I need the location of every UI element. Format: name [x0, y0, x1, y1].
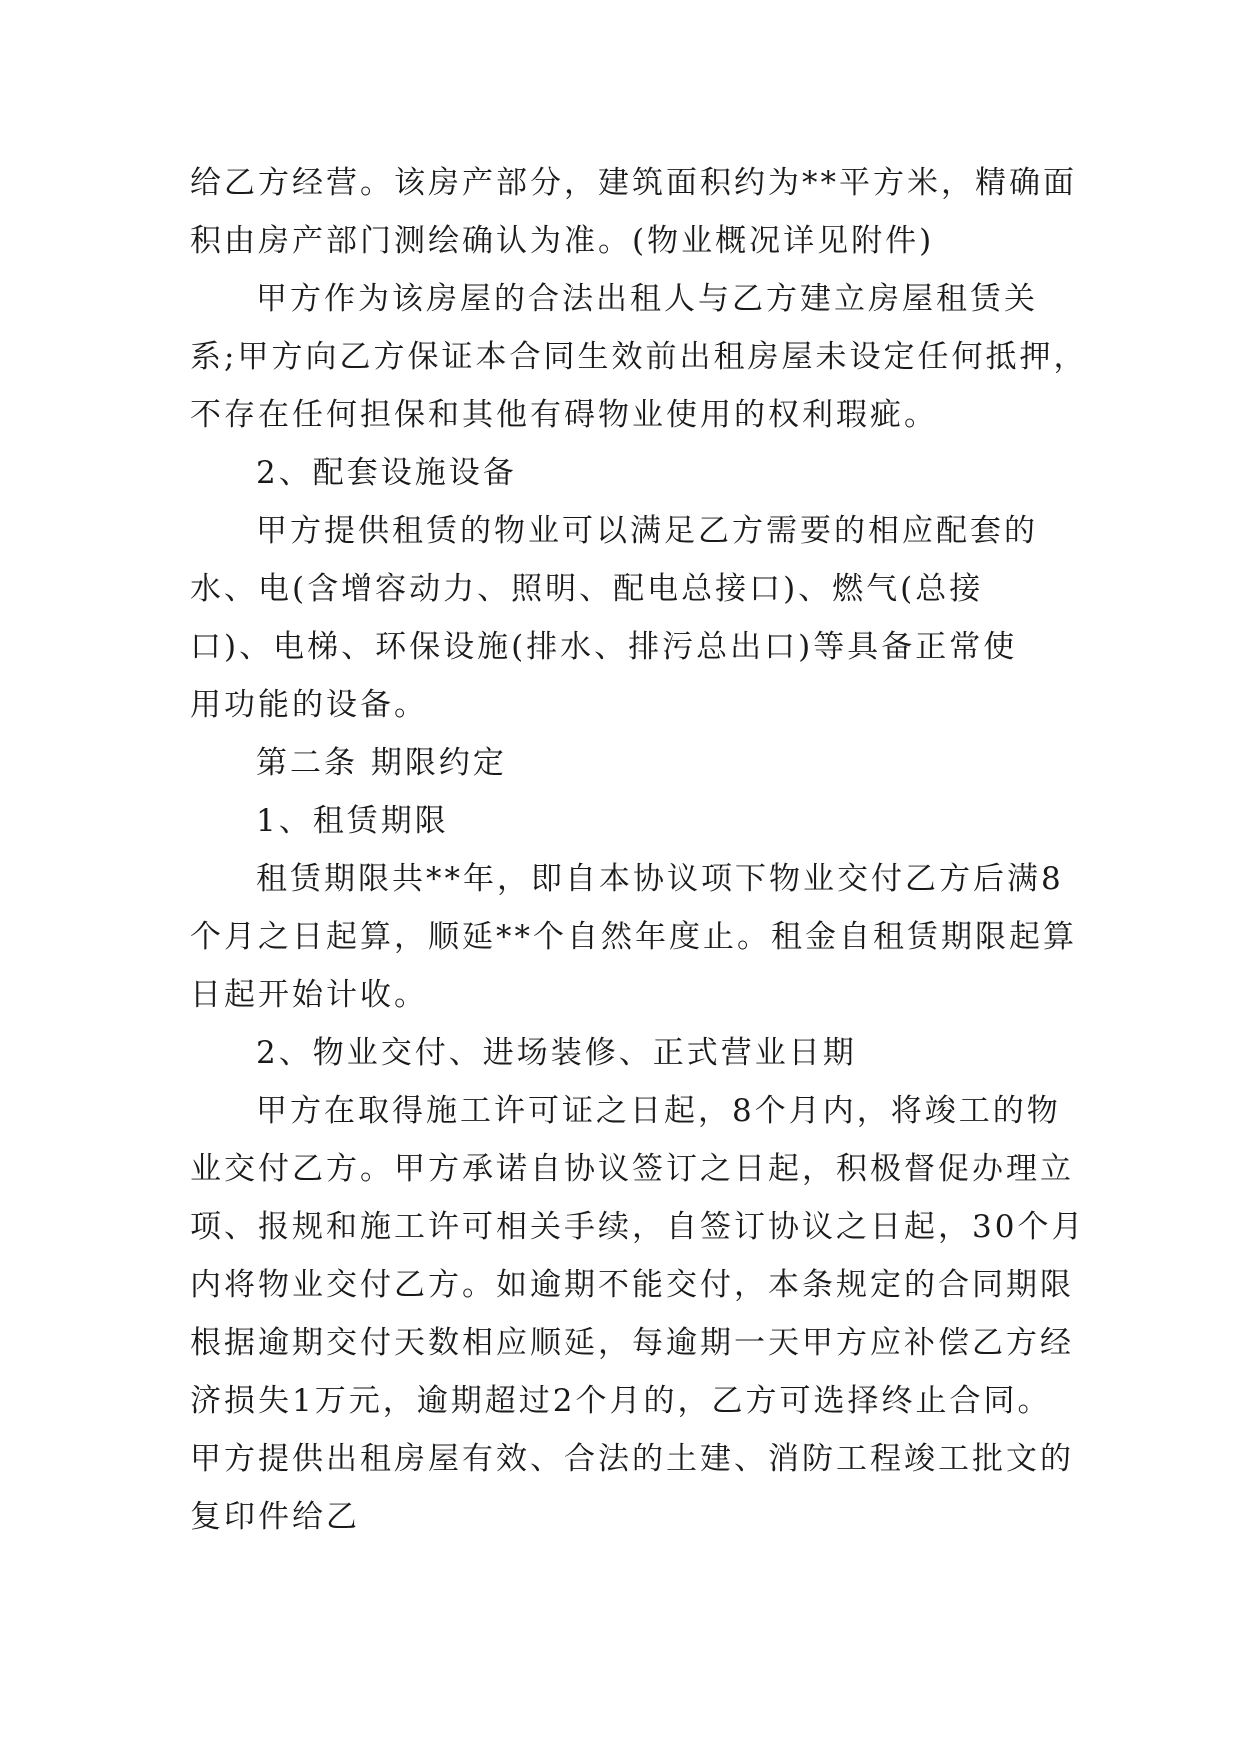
section-heading: 2、物业交付、进场装修、正式营业日期 [256, 1035, 857, 1071]
article-heading: 第二条 期限约定 [256, 745, 507, 781]
text-line: 日起开始计收。 [190, 977, 428, 1013]
text-line: 复印件给乙 [190, 1499, 360, 1535]
text-line: 租赁期限共**年，即自本协议项下物业交付乙方后满8 [256, 861, 1064, 897]
text-line: 个月之日起算，顺延**个自然年度止。租金自租赁期限起算 [190, 919, 1077, 955]
text-line: 根据逾期交付天数相应顺延，每逾期一天甲方应补偿乙方经 [190, 1325, 1074, 1361]
text-line: 用功能的设备。 [190, 687, 428, 723]
text-line: 水、电(含增容动力、照明、配电总接口)、燃气(总接 [190, 571, 984, 607]
text-line: 积由房产部门测绘确认为准。(物业概况详见附件) [190, 223, 935, 259]
text-line: 给乙方经营。该房产部分，建筑面积约为**平方米，精确面 [190, 165, 1077, 201]
text-line: 口)、电梯、环保设施(排水、排污总出口)等具备正常使 [190, 629, 1018, 665]
text-line: 济损失1万元，逾期超过2个月的，乙方可选择终止合同。 [190, 1383, 1052, 1419]
text-line: 甲方提供租赁的物业可以满足乙方需要的相应配套的 [256, 513, 1038, 549]
text-line: 内将物业交付乙方。如逾期不能交付，本条规定的合同期限 [190, 1267, 1074, 1303]
section-heading: 2、配套设施设备 [256, 455, 517, 491]
document-body [190, 154, 1088, 1546]
text-line: 项、报规和施工许可相关手续，自签订协议之日起，30个月 [190, 1209, 1086, 1245]
text-line: 业交付乙方。甲方承诺自协议签订之日起，积极督促办理立 [190, 1151, 1074, 1187]
section-heading: 1、租赁期限 [256, 803, 449, 839]
text-line: 不存在任何担保和其他有碍物业使用的权利瑕疵。 [190, 397, 938, 433]
text-line: 甲方作为该房屋的合法出租人与乙方建立房屋租赁关 [256, 281, 1038, 317]
text-line: 甲方提供出租房屋有效、合法的土建、消防工程竣工批文的 [190, 1441, 1074, 1477]
text-line: 系;甲方向乙方保证本合同生效前出租房屋未设定任何抵押， [190, 339, 1088, 375]
text-line: 甲方在取得施工许可证之日起，8个月内，将竣工的物 [256, 1093, 1061, 1129]
